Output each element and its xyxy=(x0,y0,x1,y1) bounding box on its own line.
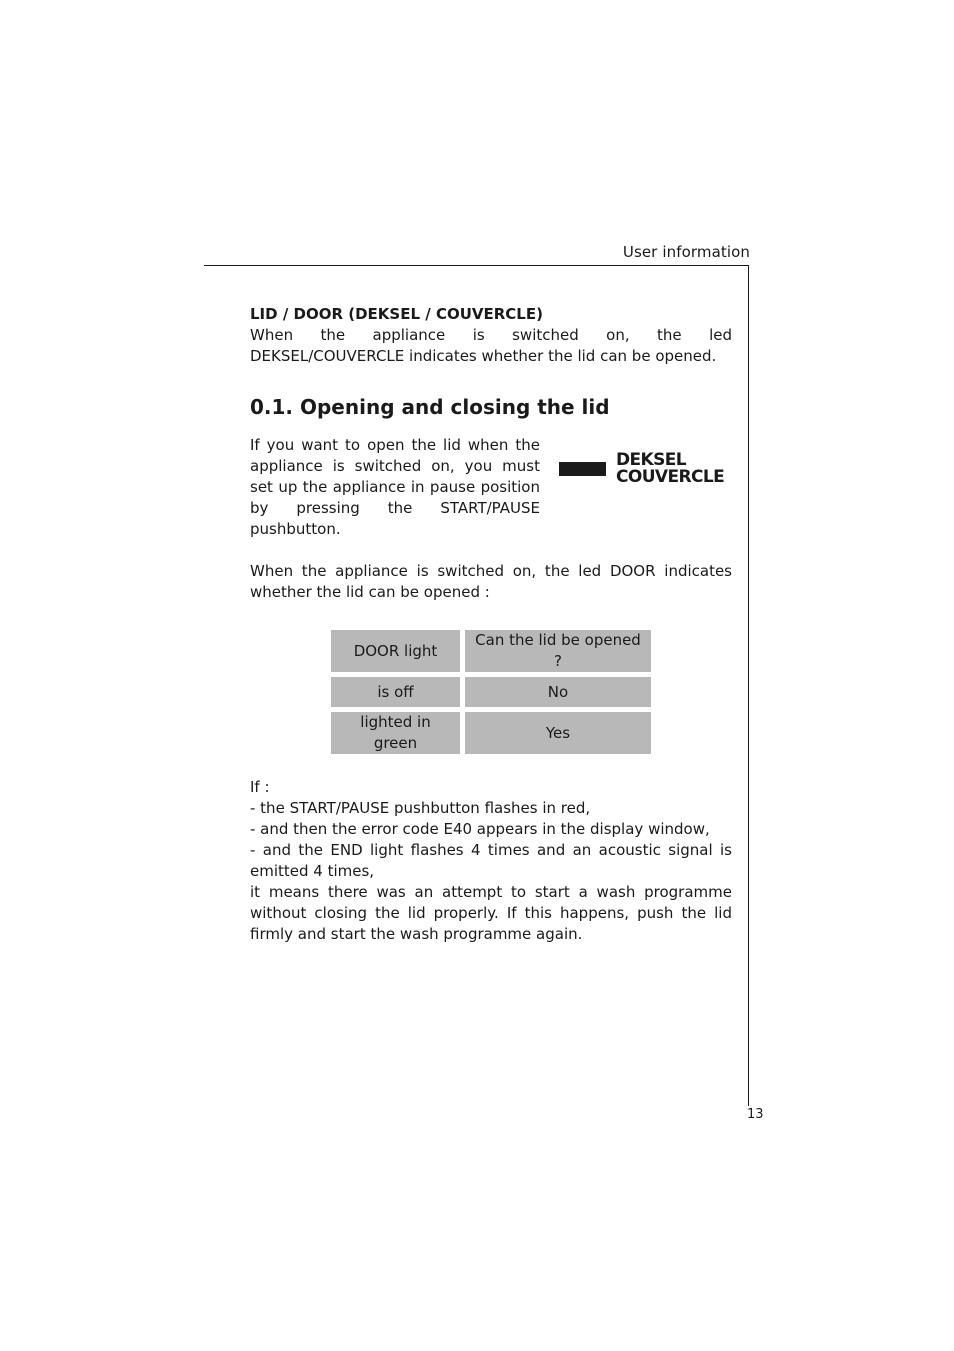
list-item: - and then the error code E40 appears in the display window, xyxy=(250,820,710,838)
section-text: When the appliance is switched on, the led DEKSEL/COUVERCLE indicates whether the lid can be opened. xyxy=(250,326,732,365)
indicator-label xyxy=(616,452,724,486)
table-cell: Yes xyxy=(465,712,651,754)
indicator-line-deksel: DEKSEL xyxy=(616,450,686,470)
conditions-lead: If : xyxy=(250,778,270,796)
running-header: User information xyxy=(622,243,750,261)
indicator-line-couvercle: COUVERCLE xyxy=(616,467,725,487)
intro-row xyxy=(250,435,732,540)
table-header-row xyxy=(331,630,651,672)
table-cell: is off xyxy=(331,677,460,707)
list-item: - and the END light flashes 4 times and an acoustic signal is emitted 4 times, xyxy=(250,841,732,880)
margin-rule xyxy=(748,265,749,1106)
led-icon xyxy=(559,462,606,476)
table-cell: No xyxy=(465,677,651,707)
table-cell: lighted in green xyxy=(331,712,460,754)
intro-paragraph: If you want to open the lid when the appliance is switched on, you must set up the appliance in pause position by pressing the START/PAUSE pushbutton. xyxy=(250,436,540,538)
list-item: - the START/PAUSE pushbutton flashes in red, xyxy=(250,799,591,817)
error-conditions xyxy=(250,777,732,945)
page-number: 13 xyxy=(747,1107,764,1122)
table-row xyxy=(331,712,651,754)
door-light-table xyxy=(326,625,656,759)
lid-indicator xyxy=(559,452,724,486)
conditions-conclusion: it means there was an attempt to start a wash programme without closing the lid properly. If this happens, push the lid firmly and start the wash programme again. xyxy=(250,883,732,943)
section-label: LID / DOOR (DEKSEL / COUVERCLE) xyxy=(250,305,543,323)
header-rule xyxy=(204,265,749,266)
table-row xyxy=(331,677,651,707)
table-header-cell: Can the lid be opened ? xyxy=(465,630,651,672)
page-content xyxy=(250,304,732,945)
table-header-cell: DOOR light xyxy=(331,630,460,672)
door-paragraph: When the appliance is switched on, the led DOOR indicates whether the lid can be opened : xyxy=(250,562,732,601)
section-heading: 0.1. Opening and closing the lid xyxy=(250,395,610,419)
